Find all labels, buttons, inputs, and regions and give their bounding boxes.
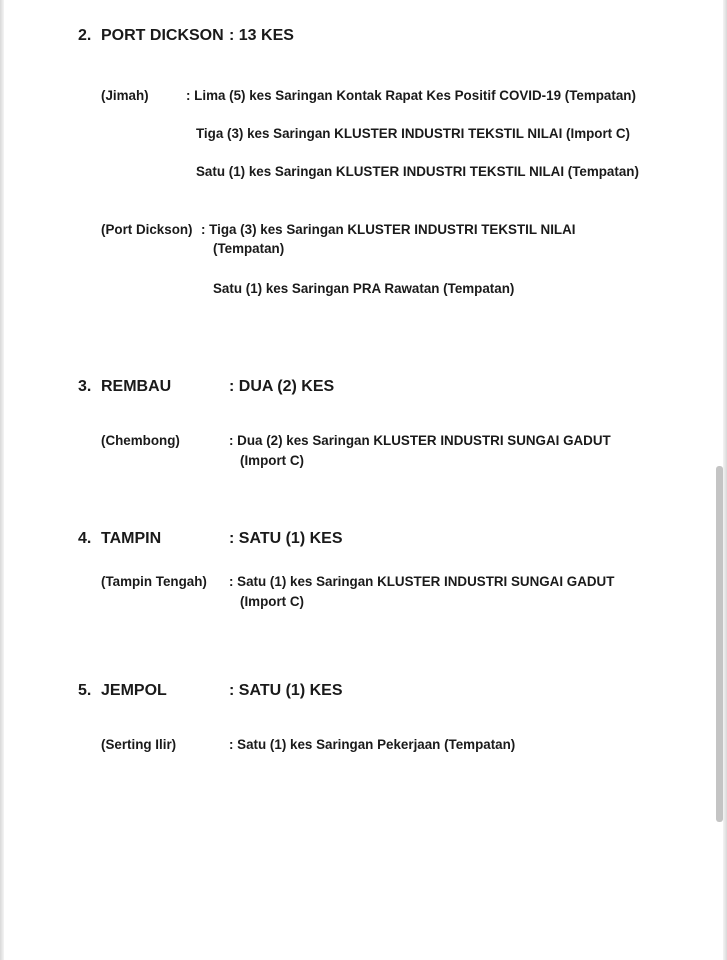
district-name: JEMPOL bbox=[101, 682, 167, 699]
scrollbar-thumb[interactable] bbox=[716, 466, 723, 822]
case-line: Satu (1) kes Saringan KLUSTER INDUSTRI TEKSTIL NILAI (Tempatan) bbox=[196, 164, 639, 179]
case-line: (Import C) bbox=[240, 453, 304, 468]
district-name: REMBAU bbox=[101, 378, 172, 395]
case-line: Satu (1) kes Saringan PRA Rawatan (Tempatan) bbox=[213, 281, 515, 296]
page-edge-left bbox=[0, 0, 4, 960]
page-edge-right bbox=[723, 0, 727, 960]
district-total: : 13 KES bbox=[229, 27, 294, 44]
district-total: : SATU (1) KES bbox=[229, 530, 343, 547]
case-line: : Tiga (3) kes Saringan KLUSTER INDUSTRI TEKSTIL NILAI bbox=[201, 222, 576, 237]
case-line: (Import C) bbox=[240, 594, 304, 609]
case-line: : Dua (2) kes Saringan KLUSTER INDUSTRI SUNGAI GADUT bbox=[229, 433, 611, 448]
area-name: (Jimah) bbox=[101, 88, 149, 103]
section-number: 4. bbox=[78, 530, 92, 547]
district-name: PORT DICKSON bbox=[101, 27, 224, 44]
district-name: TAMPIN bbox=[101, 530, 162, 547]
case-line: : Satu (1) kes Saringan Pekerjaan (Tempatan) bbox=[229, 737, 516, 752]
district-total: : DUA (2) KES bbox=[229, 378, 335, 395]
district-total: : SATU (1) KES bbox=[229, 682, 343, 699]
section-number: 2. bbox=[78, 27, 92, 44]
section-number: 3. bbox=[78, 378, 92, 395]
case-line: : Satu (1) kes Saringan KLUSTER INDUSTRI SUNGAI GADUT bbox=[229, 574, 615, 589]
area-name: (Tampin Tengah) bbox=[101, 574, 207, 589]
area-name: (Port Dickson) bbox=[101, 222, 193, 237]
section-number: 5. bbox=[78, 682, 92, 699]
case-line: Tiga (3) kes Saringan KLUSTER INDUSTRI TEKSTIL NILAI (Import C) bbox=[196, 126, 630, 141]
area-name: (Chembong) bbox=[101, 433, 180, 448]
case-line: : Lima (5) kes Saringan Kontak Rapat Kes Positif COVID-19 (Tempatan) bbox=[186, 88, 636, 103]
case-line: (Tempatan) bbox=[213, 241, 285, 256]
area-name: (Serting Ilir) bbox=[101, 737, 177, 752]
